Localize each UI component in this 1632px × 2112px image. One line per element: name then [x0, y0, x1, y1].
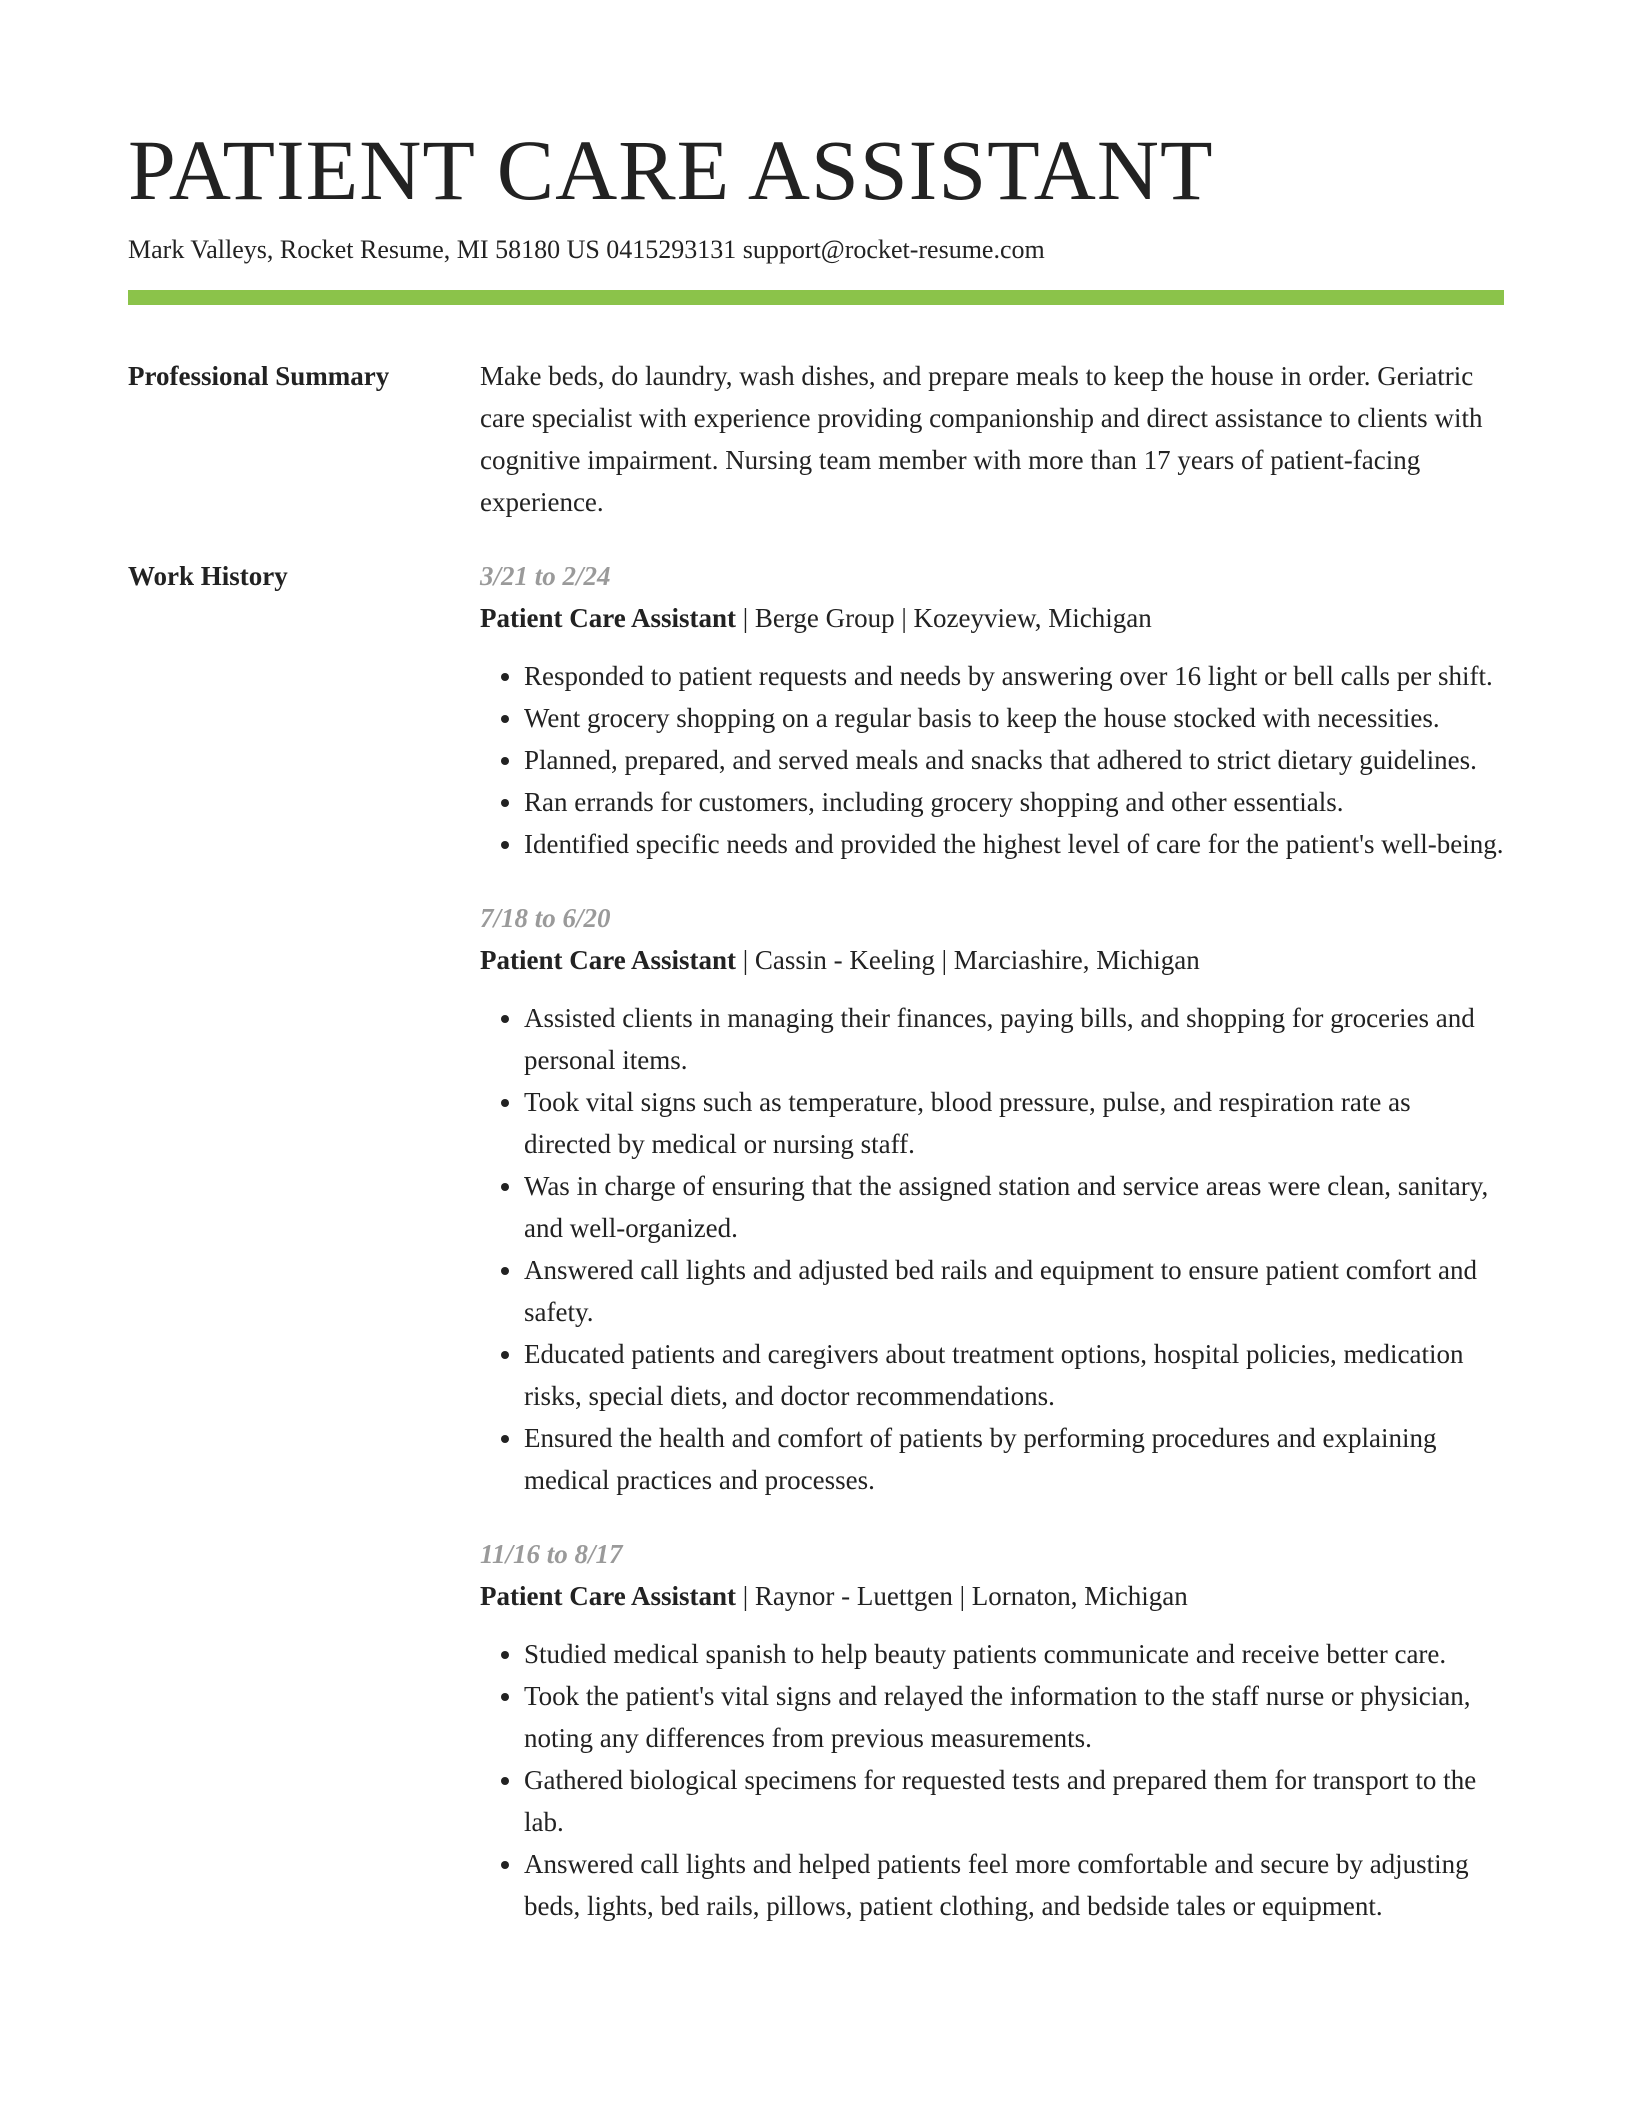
job-bullet: • Planned, prepared, and served meals and snacks that adhered to strict dietary guidelines.: [524, 739, 1504, 781]
job-entry: [480, 1533, 1504, 1927]
job-bullet-list: [480, 997, 1504, 1501]
job-dates: 7/18 to 6/20: [480, 903, 611, 933]
professional-summary-section: [128, 355, 1504, 523]
job-entry: [480, 897, 1504, 1501]
job-dates: 11/16 to 8/17: [480, 1539, 623, 1569]
job-title: Patient Care Assistant: [480, 603, 736, 633]
work-history-body: [480, 555, 1504, 1959]
job-employer-location: | Cassin - Keeling | Marciashire, Michigan: [736, 945, 1200, 975]
job-title-line: [480, 939, 1504, 981]
job-bullet-list: [480, 1633, 1504, 1927]
job-bullet: • Was in charge of ensuring that the assigned station and service areas were clean, sanitary, and well-organized.: [524, 1165, 1504, 1249]
work-history-section: [128, 555, 1504, 1959]
job-bullet-list: [480, 655, 1504, 865]
section-label-summary: Professional Summary: [128, 361, 390, 391]
job-title: Patient Care Assistant: [480, 1581, 736, 1611]
resume-page: [128, 118, 1504, 1959]
job-bullet: • Took the patient's vital signs and relayed the information to the staff nurse or physician, noting any differences from previous measurements.: [524, 1675, 1504, 1759]
job-title-line: [480, 1575, 1504, 1617]
job-entry: [480, 555, 1504, 865]
contact-info: Mark Valleys, Rocket Resume, MI 58180 US 0415293131 support@rocket-resume.com: [128, 235, 1045, 264]
job-bullet: • Answered call lights and helped patients feel more comfortable and secure by adjusting beds, lights, bed rails, pillows, patient clothing, and bedside tales or equipment.: [524, 1843, 1504, 1927]
job-bullet: • Identified specific needs and provided the highest level of care for the patient's well-being.: [524, 823, 1504, 865]
job-bullet: • Answered call lights and adjusted bed rails and equipment to ensure patient comfort and safety.: [524, 1249, 1504, 1333]
resume-name: PATIENT CARE ASSISTANT: [128, 122, 1214, 218]
job-employer-location: | Raynor - Luettgen | Lornaton, Michigan: [736, 1581, 1188, 1611]
job-title: Patient Care Assistant: [480, 945, 736, 975]
job-bullet: • Gathered biological specimens for requested tests and prepared them for transport to the lab.: [524, 1759, 1504, 1843]
job-bullet: • Ensured the health and comfort of patients by performing procedures and explaining medical practices and processes.: [524, 1417, 1504, 1501]
job-employer-location: | Berge Group | Kozeyview, Michigan: [736, 603, 1152, 633]
job-bullet: • Assisted clients in managing their finances, paying bills, and shopping for groceries and personal items.: [524, 997, 1504, 1081]
job-bullet: • Took vital signs such as temperature, blood pressure, pulse, and respiration rate as directed by medical or nursing staff.: [524, 1081, 1504, 1165]
summary-text: Make beds, do laundry, wash dishes, and prepare meals to keep the house in order. Geriatric care specialist with experience providing companionship and direct assistance to clients with cognitive impairment. Nursing team member with more than 17 years of patient-facing experience.: [480, 361, 1483, 517]
section-label-work: Work History: [128, 561, 288, 591]
summary-body: [480, 355, 1504, 523]
job-title-line: [480, 597, 1504, 639]
job-bullet: • Studied medical spanish to help beauty patients communicate and receive better care.: [524, 1633, 1504, 1675]
header-divider: [128, 290, 1504, 305]
job-bullet: • Educated patients and caregivers about treatment options, hospital policies, medication risks, special diets, and doctor recommendations.: [524, 1333, 1504, 1417]
job-bullet: • Ran errands for customers, including grocery shopping and other essentials.: [524, 781, 1504, 823]
job-dates: 3/21 to 2/24: [480, 561, 611, 591]
job-bullet: • Responded to patient requests and needs by answering over 16 light or bell calls per shift.: [524, 655, 1504, 697]
job-bullet: • Went grocery shopping on a regular basis to keep the house stocked with necessities.: [524, 697, 1504, 739]
